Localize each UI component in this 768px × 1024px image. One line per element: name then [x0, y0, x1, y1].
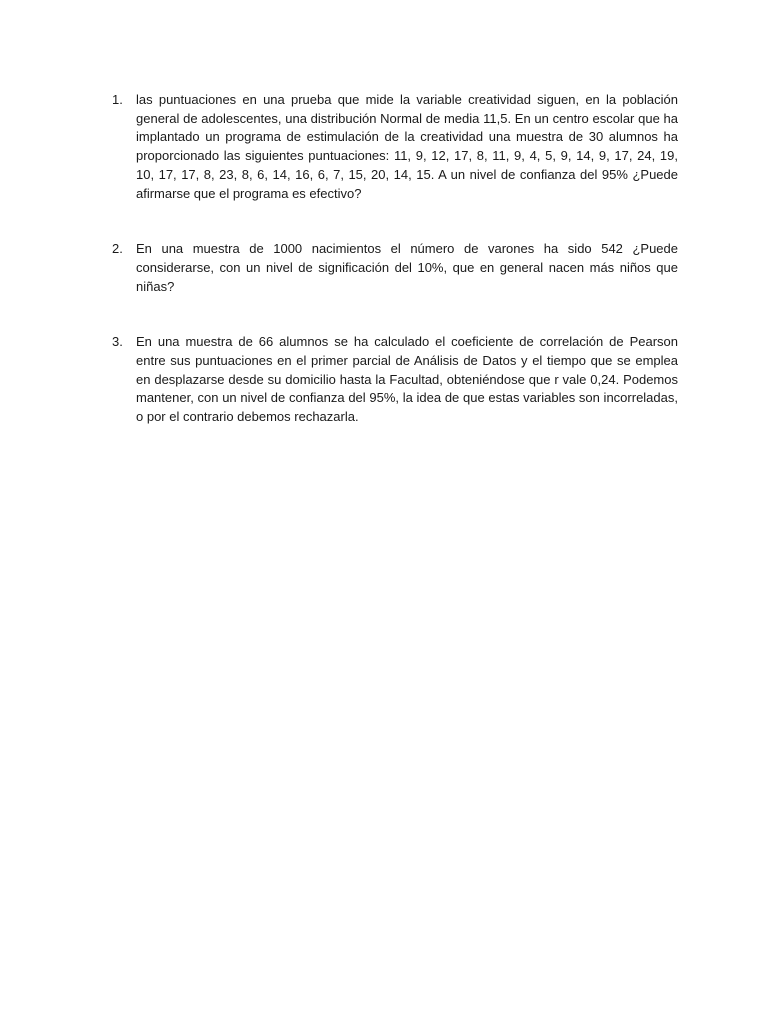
exercise-text: En una muestra de 1000 nacimientos el número de varones ha sido 542 ¿Puede considerarse, con un nivel de significación del 10%, que en general nacen más niños que niñas?: [136, 241, 678, 294]
exercise-item-3: [112, 333, 678, 427]
exercise-list: [112, 91, 678, 427]
exercise-item-1: [112, 91, 678, 203]
exercise-text: En una muestra de 66 alumnos se ha calculado el coeficiente de correlación de Pearson entre sus puntuaciones en el primer parcial de Análisis de Datos y el tiempo que se emplea en desplazarse desde su domicilio hasta la Facultad, obteniéndose que r vale 0,24. Podemos mantener, con un nivel de confianza del 95%, la idea de que estas variables son incorreladas, o por el contrario debemos rechazarla.: [136, 334, 678, 425]
exercise-number: 1.: [112, 92, 123, 107]
exercise-text: las puntuaciones en una prueba que mide la variable creatividad siguen, en la población general de adolescentes, una distribución Normal de media 11,5. En un centro escolar que ha implantado un programa de estimulación de la creatividad una muestra de 30 alumnos ha proporcionado las siguientes puntuaciones: 11, 9, 12, 17, 8, 11, 9, 4, 5, 9, 14, 9, 17, 24, 19, 10, 17, 17, 8, 23, 8, 6, 14, 16, 6, 7, 15, 20, 14, 15. A un nivel de confianza del 95% ¿Puede afirmarse que el programa es efectivo?: [136, 92, 678, 201]
exercise-number: 3.: [112, 334, 123, 350]
exercise-number: 2.: [112, 241, 123, 257]
exercise-item-2: [112, 240, 678, 296]
